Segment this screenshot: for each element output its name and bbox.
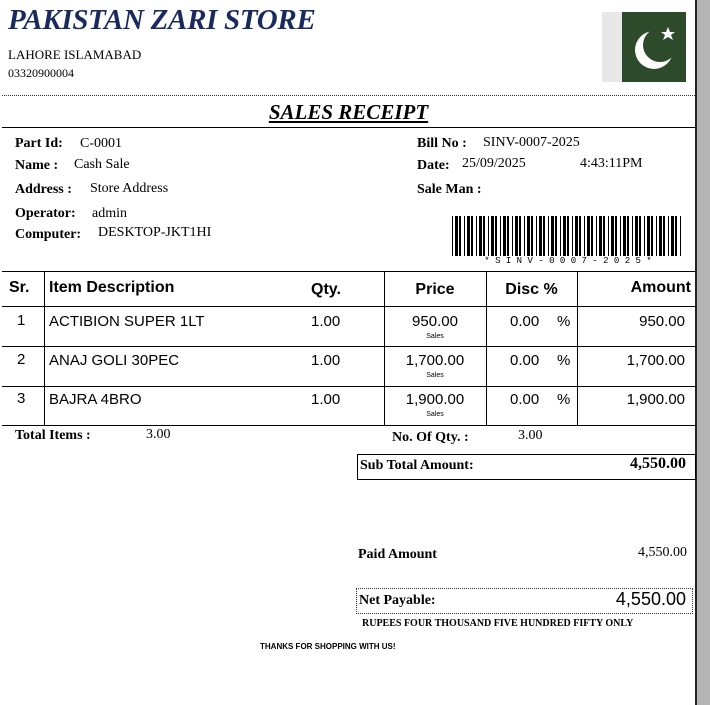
bill-no-value: SINV-0007-2025: [483, 135, 580, 150]
operator-label: Operator:: [15, 206, 76, 221]
sub-total-value: 4,550.00: [630, 455, 686, 472]
address-value: Store Address: [90, 181, 169, 196]
no-of-qty-label: No. Of Qty. :: [392, 430, 469, 445]
row-1-qty: 1.00: [311, 313, 341, 330]
thanks-message: THANKS FOR SHOPPING WITH US!: [260, 642, 396, 651]
header-qty: Qty.: [311, 281, 341, 298]
header-disc: Disc %: [505, 281, 558, 298]
amount-in-words: RUPEES FOUR THOUSAND FIVE HUNDRED FIFTY ONLY: [362, 618, 634, 629]
row-3-amount: 1,900.00: [626, 391, 685, 408]
operator-value: admin: [92, 206, 127, 221]
row-1-disc: 0.00: [510, 313, 540, 330]
row-3-disc: 0.00: [510, 391, 540, 408]
row-3-qty: 1.00: [311, 391, 341, 408]
crescent-star-icon: [602, 12, 686, 82]
row-2-description: ANAJ GOLI 30PEC: [49, 352, 180, 369]
row-1-amount: 950.00: [639, 313, 685, 330]
name-label: Name :: [15, 158, 59, 173]
name-value: Cash Sale: [74, 157, 130, 172]
bill-no-label: Bill No :: [417, 136, 467, 151]
store-name: PAKISTAN ZARI STORE: [8, 4, 316, 36]
header-divider: [2, 95, 695, 96]
row-1-sr: 1: [17, 312, 26, 329]
row-2-sr: 2: [17, 351, 26, 368]
party-id-label: Part Id:: [15, 136, 63, 151]
pakistan-flag-icon: [602, 12, 686, 82]
header-amount: Amount: [630, 279, 691, 296]
time-value: 4:43:11PM: [580, 156, 643, 171]
computer-value: DESKTOP-JKT1HI: [98, 225, 212, 240]
paid-amount-value: 4,550.00: [638, 545, 687, 560]
total-items-value: 3.00: [146, 427, 171, 442]
title-divider: [2, 127, 695, 128]
row-1-price-note: Sales: [426, 333, 444, 340]
net-payable-label: Net Payable:: [359, 593, 436, 608]
row-2-amount: 1,700.00: [626, 352, 685, 369]
row-2-disc: 0.00: [510, 352, 540, 369]
no-of-qty-value: 3.00: [518, 428, 543, 443]
row-3-sr: 3: [17, 390, 26, 407]
row-2-price-note: Sales: [426, 372, 444, 379]
row-3-description: BAJRA 4BRO: [49, 391, 142, 408]
date-value: 25/09/2025: [462, 156, 526, 171]
address-label: Address :: [15, 182, 72, 197]
computer-label: Computer:: [15, 227, 82, 242]
party-id-value: C-0001: [80, 136, 122, 151]
row-2-price: 1,700.00: [405, 352, 465, 369]
row-3-disc-unit: %: [557, 391, 571, 408]
row-2-qty: 1.00: [311, 352, 341, 369]
store-city: LAHORE ISLAMABAD: [8, 47, 142, 62]
date-label: Date:: [417, 158, 450, 173]
row-1-description: ACTIBION SUPER 1LT: [49, 313, 205, 330]
row-2-disc-unit: %: [557, 352, 571, 369]
receipt-title: SALES RECEIPT: [268, 100, 429, 124]
header-description: Item Description: [49, 279, 175, 296]
row-3-price-note: Sales: [426, 411, 444, 418]
header-sr: Sr.: [9, 279, 30, 296]
store-phone: 03320900004: [8, 66, 74, 80]
paid-amount-label: Paid Amount: [358, 547, 437, 562]
barcode-text: * S I N V - 0 0 0 7 - 2 0 2 5 *: [452, 256, 684, 266]
net-payable-value: 4,550.00: [615, 589, 686, 609]
header-price: Price: [415, 281, 455, 298]
row-1-price: 950.00: [412, 313, 458, 330]
row-3-price: 1,900.00: [405, 391, 465, 408]
total-items-label: Total Items :: [15, 428, 91, 443]
row-1-disc-unit: %: [557, 313, 571, 330]
sale-man-label: Sale Man :: [417, 182, 482, 197]
sub-total-label: Sub Total Amount:: [360, 458, 474, 473]
